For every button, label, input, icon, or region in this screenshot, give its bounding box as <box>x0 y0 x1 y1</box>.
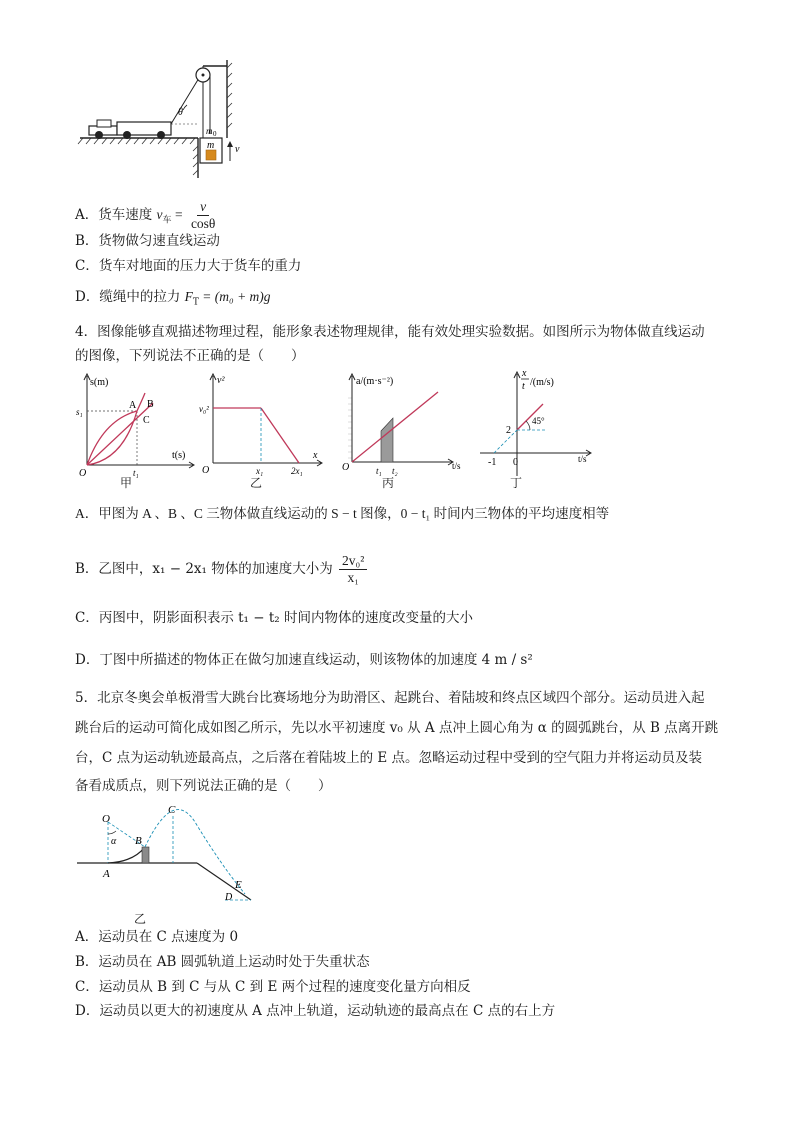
m0-label: m <box>206 126 213 136</box>
v-label: v <box>235 144 240 155</box>
graph-ding <box>472 366 602 486</box>
q5-option-d: D．运动员以更大的初速度从 A 点冲上轨道，运动轨迹的最高点在 C 点的右上方 <box>75 1003 556 1019</box>
jia-label-c: C <box>143 415 150 426</box>
jia-ylabel: s(m) <box>90 377 109 388</box>
jia-label-b: B <box>147 399 154 410</box>
ski-jump-figure <box>75 800 275 912</box>
bing-origin: O <box>342 462 350 473</box>
q4-option-b-text: B．乙图中，x₁ − 2x₁ 物体的加速度大小为 <box>75 561 333 577</box>
q3-option-a-fraction <box>188 199 218 232</box>
bing-xlabel: t/s <box>452 461 461 471</box>
q5-option-a: A．运动员在 C 点速度为 0 <box>75 929 239 945</box>
m-label: m <box>207 140 215 151</box>
q3-option-d-rest: = (m₀ + m)g <box>198 289 271 304</box>
q4-option-b-num: 2v₀² <box>339 553 367 570</box>
yi-ylabel: v² <box>217 375 225 386</box>
m0-sub: 0 <box>213 130 217 138</box>
q4-option-d: D．丁图中所描述的物体正在做匀加速直线运动，则该物体的加速度 4 m / s² <box>75 652 533 668</box>
graph-bing <box>340 370 470 485</box>
jia-origin: O <box>79 468 87 479</box>
ding-ylabel-num: x <box>522 368 527 379</box>
yi-v0sq: v₀² <box>199 404 209 414</box>
jia-label-a: A <box>129 400 137 411</box>
ski-label-o: O <box>102 813 110 825</box>
ski-label-d: D <box>225 892 233 903</box>
truck-pulley-figure <box>75 58 255 183</box>
q4-option-c: C．丙图中，阴影面积表示 t₁ − t₂ 时间内物体的速度改变量的大小 <box>75 610 473 626</box>
q3-option-d-text: D．缆绳中的拉力 <box>75 289 181 305</box>
bing-ylabel: a/(m·s⁻²) <box>356 376 394 387</box>
ding-two: 2 <box>506 425 511 436</box>
ski-label-a: A <box>103 868 110 880</box>
graph-yi-caption: 乙 <box>250 476 263 490</box>
yi-xlabel: x <box>313 450 318 461</box>
yi-x1: x₁ <box>256 466 264 476</box>
graph-jia <box>75 370 200 485</box>
q3-option-a-num: v <box>197 199 209 216</box>
ski-label-alpha: α <box>111 836 117 847</box>
ski-label-b: B <box>135 835 142 847</box>
q4-stem-line2: 的图像，下列说法不正确的是（ ） <box>75 348 305 364</box>
graph-yi <box>197 370 327 485</box>
theta-label: θ <box>178 107 183 118</box>
q3-option-d-expr: F <box>184 289 193 304</box>
q3-option-c: C．货车对地面的压力大于货车的重力 <box>75 258 302 274</box>
q3-option-a-var: v <box>156 207 163 222</box>
jia-s1: s₁ <box>76 407 83 417</box>
q5-stem-line4: 备看成质点，则下列说法正确的是（ ） <box>75 778 332 794</box>
ding-xlabel: t/s <box>578 454 587 464</box>
ding-neg1: -1 <box>488 457 497 468</box>
ski-label-c: C <box>168 804 176 816</box>
yi-x2: 2x₁ <box>291 466 303 476</box>
q4-stem-line1: 4．图像能够直观描述物理过程，能形象表述物理规律，能有效处理实验数据。如图所示为物体做直线运动 <box>75 324 705 340</box>
q3-option-b: B．货物做匀速直线运动 <box>75 233 220 249</box>
jia-t1: t₁ <box>133 468 139 478</box>
q4-option-b <box>75 553 369 586</box>
q3-option-a-den: cosθ <box>190 216 216 231</box>
ding-ylabel-den: t <box>522 381 525 392</box>
ski-figure-caption: 乙 <box>134 912 147 926</box>
q4-option-b-fraction <box>339 553 367 586</box>
ding-zero: 0 <box>513 457 518 468</box>
q3-option-a-sub: 车 <box>162 215 172 226</box>
q3-option-a-text: A．货车速度 <box>75 207 153 223</box>
graph-ding-caption: 丁 <box>510 476 523 490</box>
ding-angle: 45° <box>532 416 545 426</box>
q5-stem-line3: 台，C 点为运动轨迹最高点，之后落在着陆坡上的 E 点。忽略运动过程中受到的空气阻力并将运动员及装 <box>75 750 703 766</box>
q5-stem-line1: 5．北京冬奥会单板滑雪大跳台比赛场地分为助滑区、起跳台、着陆坡和终点区域四个部分。运动员进入起 <box>75 690 705 706</box>
q3-option-a-eq: = <box>171 207 186 222</box>
yi-origin: O <box>202 465 210 476</box>
q3-option-d <box>75 287 271 313</box>
q4-option-a: A．甲图为 A 、B 、C 三物体做直线运动的 S − t 图像，0 − t₁ 时间内三物体的平均速度相等 <box>75 506 610 521</box>
q4-option-b-den: x₁ <box>347 570 359 585</box>
graph-jia-caption: 甲 <box>120 476 133 490</box>
jia-xlabel: t(s) <box>172 450 186 461</box>
q3-option-d-sub: T <box>192 297 199 308</box>
graph-bing-caption: 丙 <box>382 476 395 490</box>
ding-ylabel-unit: /(m/s) <box>530 377 554 388</box>
ski-label-e: E <box>235 879 242 891</box>
q5-stem-line2: 跳台后的运动可简化成如图乙所示，先以水平初速度 v₀ 从 A 点冲上圆心角为 α 的圆弧跳台，从 B 点离开跳 <box>75 720 719 736</box>
q5-option-c: C．运动员从 B 到 C 与从 C 到 E 两个过程的速度变化量方向相反 <box>75 979 471 995</box>
bing-t2: t₂ <box>392 466 398 476</box>
q3-option-a <box>75 199 220 232</box>
bing-t1: t₁ <box>376 466 382 476</box>
q5-option-b: B．运动员在 AB 圆弧轨道上运动时处于失重状态 <box>75 954 370 970</box>
